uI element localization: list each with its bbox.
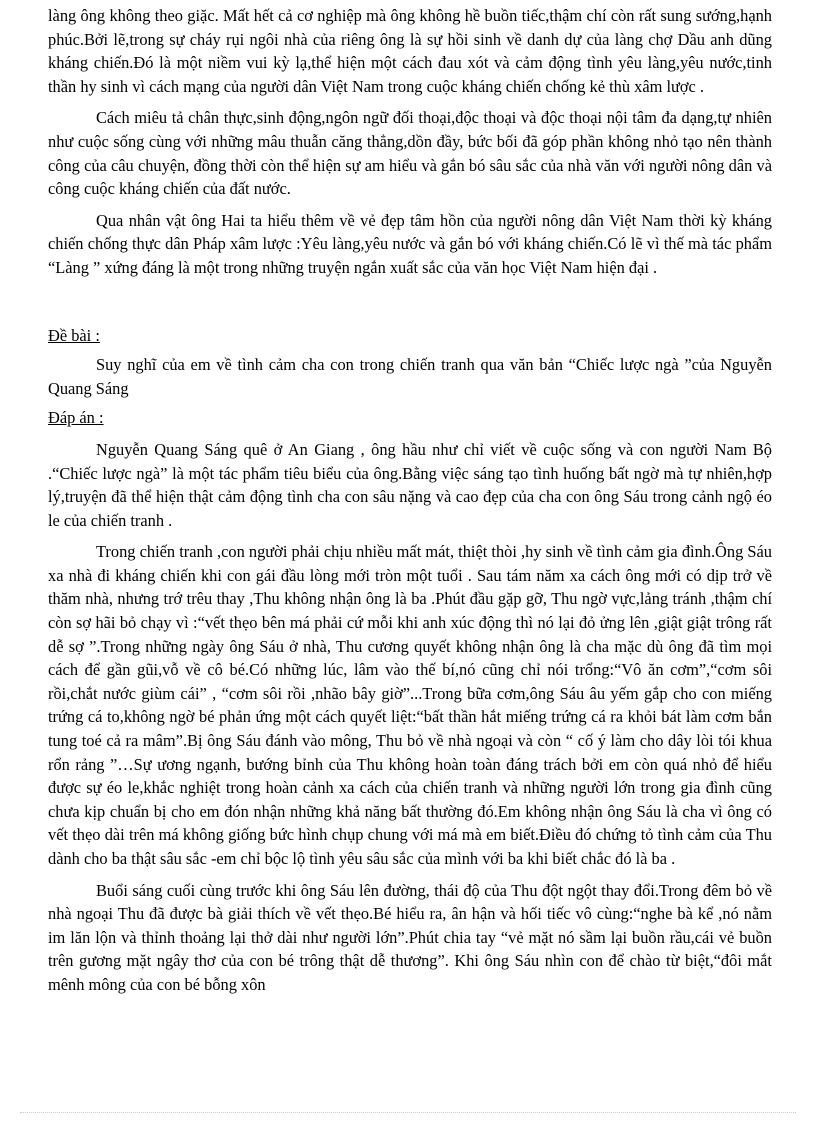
paragraph-conclusion: Qua nhân vật ông Hai ta hiểu thêm về vẻ đẹp tâm hồn của người nông dân Việt Nam thời kỳ kháng chiến chống thực dân Pháp xâm lược :Yêu làng,yêu nước và gắn bó với kháng chiến.Có lẽ vì thế mà tác phẩm “Làng ” xứng đáng là một trong những truyện ngắn xuất sắc của văn học Việt Nam hiện đại . bbox=[48, 210, 772, 277]
de-bai-text: Suy nghĩ của em về tình cảm cha con trong chiến tranh qua văn bản “Chiếc lược ngà ”của Nguyễn Quang Sáng bbox=[48, 355, 772, 398]
document-page bbox=[48, 4, 772, 997]
paragraph-continuation: làng ông không theo giặc. Mất hết cả cơ nghiệp mà ông không hề buồn tiếc,thậm chí còn rất sung sướng,hạnh phúc.Bởi lẽ,trong sự cháy rụi ngôi nhà của riêng ông là sự hồi sinh về danh dự của làng chợ Dầu anh dũng kháng chiến.Đó là một niềm vui kỳ lạ,thể hiện một cách đau xót và cảm động tình yêu làng,yêu nước,tinh thần hy sinh vì cách mạng của người dân Việt Nam trong cuộc kháng chiến chống kẻ thù xâm lược . bbox=[48, 6, 772, 96]
paragraph-narrative-technique: Cách miêu tả chân thực,sinh động,ngôn ngữ đối thoại,độc thoại và độc thoại nội tâm đa dạng,tự nhiên như cuộc sống cùng với những mâu thuẫn căng thẳng,dồn đầy, bức bối đã góp phần không nhỏ tạo nên thành công của câu chuyện, đồng thời còn thể hiện sự am hiểu và gắn bó sâu sắc của nhà văn với người nông dân và công cuộc kháng chiến của đất nước. bbox=[48, 108, 772, 199]
page-bottom-rule bbox=[20, 1112, 796, 1113]
dap-an-paragraph-farewell: Buổi sáng cuối cùng trước khi ông Sáu lên đường, thái độ của Thu đột ngột thay đổi.Trong đêm bỏ về nhà ngoại Thu đã được bà giải thích về vết thẹo.Bé hiểu ra, ân hận và hối tiếc vô cùng:“nghe bà kể ,nó nằm im lăn lộn và thỉnh thoảng lại thở dài như người lớn”.Phút chia tay “vẻ mặt nó sầm lại buồn rầu,cái vẻ buồn trên gương mặt ngây thơ của con bé trông thật dễ thương”. Khi ông Sáu nhìn con để chào từ biệt,“đôi mắt mênh mông của con bé bỗng xôn bbox=[48, 880, 772, 994]
de-bai-heading: Đề bài : bbox=[48, 325, 100, 345]
dap-an-paragraph-intro: Nguyễn Quang Sáng quê ở An Giang , ông hầu như chỉ viết về cuộc sống và con người Nam Bộ .“Chiếc lược ngà” là một tác phẩm tiêu biểu của ông.Bằng việc sáng tạo tình huống bất ngờ mà tự nhiên,hợp lý,truyện đã thể hiện thật cảm động tình cha con sâu nặng và cao đẹp của cha con ông Sáu trong cảnh ngộ éo le của chiến tranh . bbox=[48, 439, 772, 530]
dap-an-heading: Đáp án : bbox=[48, 408, 104, 428]
dap-an-paragraph-war: Trong chiến tranh ,con người phải chịu nhiều mất mát, thiệt thòi ,hy sinh về tình cảm gia đình.Ông Sáu xa nhà đi kháng chiến khi con gái đầu lòng mới tròn một tuổi . Sau tám năm xa cách ông mới có dịp trở về thăm nhà, nhưng trớ trêu thay ,Thu không nhận ông là ba .Phút đầu gặp gỡ, Thu ngờ vực,lảng tránh ,thậm chí còn sợ hãi bỏ chạy vì :“vết thẹo bên má phải cứ mỗi khi anh xúc động thì nó lại đỏ ửng lên ,giật giật trông rất dễ sợ ”.Trong những ngày ông Sáu ở nhà, Thu cương quyết không nhận ông là cha mặc dù ông đã tìm mọi cách để gần gũi,vỗ về cô bé.Có những lúc, lâm vào thế bí,nó cũng chỉ nói trổng:“Vô ăn cơm”,“cơm sôi rồi,chắt nước giùm cái” , “cơm sôi rồi ,nhão bây giờ”...Trong bữa cơm,ông Sáu âu yếm gắp cho con miếng trứng cá to,không ngờ bé phản ứng một cách quyết liệt:“bất thần hắt miếng trứng cá ra khỏi bát làm cơm bắn tung toé cả ra mâm”.Bị ông Sáu đánh vào mông, Thu bỏ về nhà ngoại và còn “ cố ý làm cho dây lòi tói khua rổn rảng ”…Sự ương ngạnh, bướng bỉnh của Thu không hoàn toàn đáng trách bởi em còn quá nhỏ để hiểu được sự éo le,khắc nghiệt trong hoàn cảnh xa cách của chiến tranh và những người lớn trong gia đình cũng chưa kịp chuẩn bị cho em đón nhận những khả năng bất thường đó.Em không nhận ông Sáu là cha vì ông có vết thẹo dài trên má không giống bức hình chụp chung với má mà em biết.Điều đó chứng tỏ tình cảm của Thu dành cho ba thật sâu sắc -em chỉ bộc lộ tình yêu sâu sắc của mình với ba khi biết chắc đó là ba . bbox=[48, 542, 772, 868]
